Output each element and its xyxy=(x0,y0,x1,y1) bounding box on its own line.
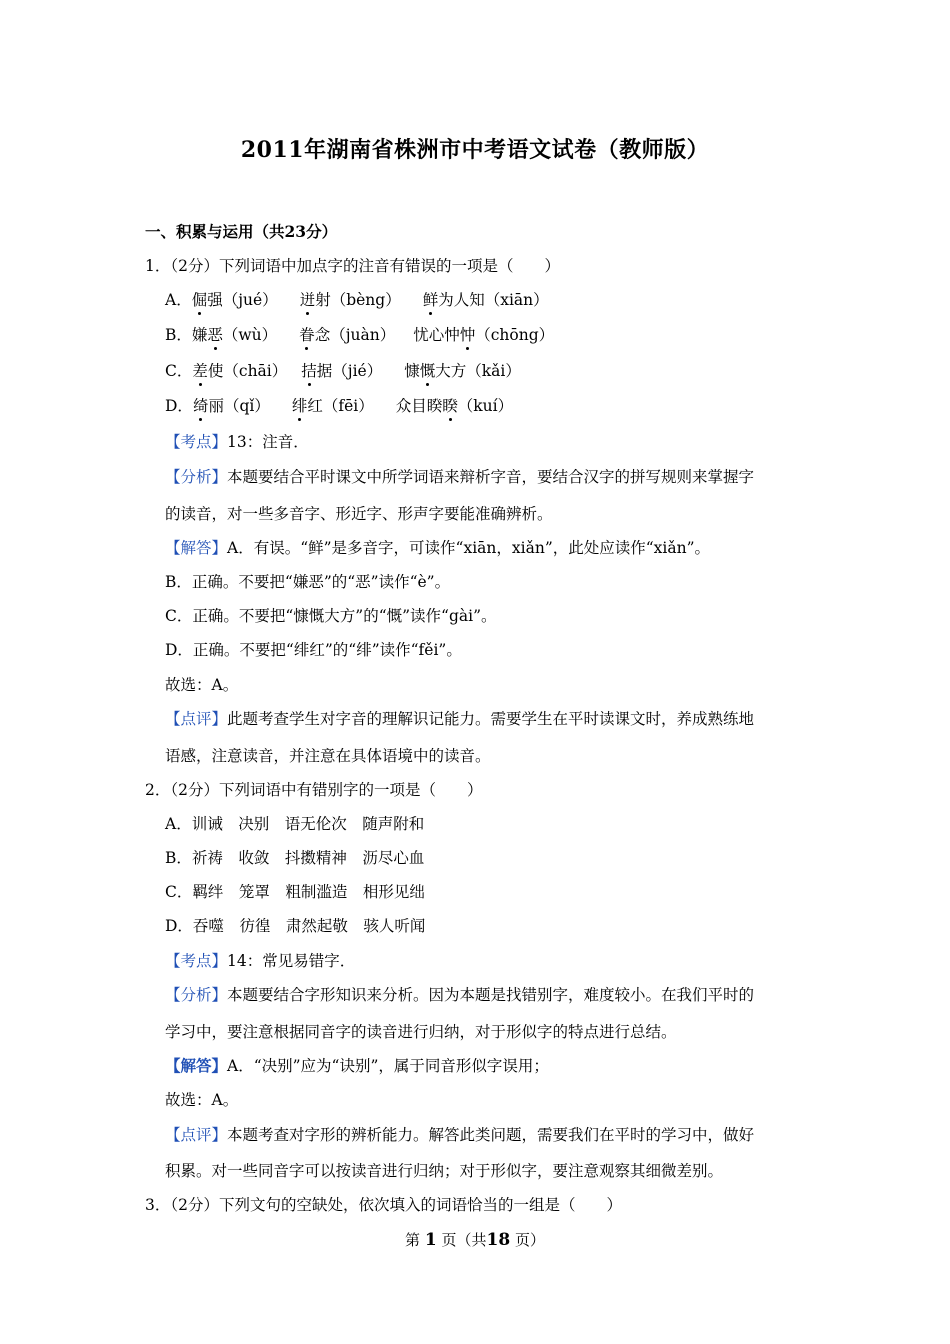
question-1-option-d: D．绮丽（qǐ） 绯红（fēi） 众目睽睽（kuí） xyxy=(165,397,514,415)
page-title: 2011年湖南省株洲市中考语文试卷（教师版） xyxy=(240,137,710,163)
page-footer: 第 1 页（共18 页） xyxy=(405,1230,545,1250)
question-1-jieda-b: B．正确。不要把“嫌恶”的“恶”读作“è”。 xyxy=(165,573,451,591)
question-2-dianping: 【点评】本题考查对字形的辨析能力。解答此类问题，需要我们在平时的学习中，做好 xyxy=(165,1126,755,1144)
question-2-answer: 故选：A。 xyxy=(165,1091,239,1109)
question-1-dianping-cont: 语感，注意读音，并注意在具体语境中的读音。 xyxy=(165,747,491,765)
question-1-dianping: 【点评】此题考查学生对字音的理解识记能力。需要学生在平时读课文时，养成熟练地 xyxy=(165,710,755,728)
page-total: 18 xyxy=(486,1230,511,1250)
question-1-answer: 故选：A。 xyxy=(165,676,239,694)
question-1-option-b: B．嫌恶（wù） 眷念（juàn） 忧心忡忡（chōng） xyxy=(165,326,555,344)
question-2-jieda: 【解答】A．“决别”应为“诀别”，属于同音形似字误用； xyxy=(165,1056,549,1075)
question-2-fenxi: 【分析】本题要结合字形知识来分析。因为本题是找错别字，难度较小。在我们平时的 xyxy=(165,986,755,1004)
page-number: 1 xyxy=(424,1230,437,1250)
question-1-fenxi: 【分析】本题要结合平时课文中所学词语来辩析字音，要结合汉字的拼写规则来掌握字 xyxy=(165,468,755,486)
question-2-option-b: B．祈祷 收敛 抖擞精神 沥尽心血 xyxy=(165,849,425,867)
question-2-option-a: A．训诫 决别 语无伦次 随声附和 xyxy=(165,815,425,833)
question-2-kaodian: 【考点】14：常见易错字． xyxy=(165,952,356,970)
question-2-option-d: D．吞噬 彷徨 肃然起敬 骇人听闻 xyxy=(165,917,426,935)
question-1-stem: 1．（2分）下列词语中加点字的注音有错误的一项是（ ） xyxy=(145,257,560,275)
question-2-dianping-cont: 积累。对一些同音字可以按读音进行归纳；对于形似字，要注意观察其细微差别。 xyxy=(165,1162,724,1180)
question-2-stem: 2．（2分）下列词语中有错别字的一项是（ ） xyxy=(145,781,483,799)
question-1-fenxi-cont: 的读音，对一些多音字、形近字、形声字要能准确辨析。 xyxy=(165,505,553,523)
section-heading: 一、积累与运用（共23分） xyxy=(145,222,338,241)
question-1-option-c: C．差使（chāi） 拮据（jié） 慷慨大方（kǎi） xyxy=(165,362,521,380)
question-3-stem: 3．（2分）下列文句的空缺处，依次填入的词语恰当的一组是（ ） xyxy=(145,1196,622,1214)
question-1-jieda-d: D．正确。不要把“绯红”的“绯”读作“fěi”。 xyxy=(165,641,462,659)
question-1-jieda-c: C．正确。不要把“慷慨大方”的“慨”读作“gài”。 xyxy=(165,607,497,625)
question-1-option-a: A．倔强（jué） 迸射（bèng） 鲜为人知（xiān） xyxy=(165,291,549,309)
question-1-jieda: 【解答】A．有误。“鲜”是多音字，可读作“xiān，xiǎn”，此处应读作“xiǎn”。 xyxy=(165,539,711,557)
question-2-fenxi-cont: 学习中，要注意根据同音字的读音进行归纳，对于形似字的特点进行总结。 xyxy=(165,1023,677,1041)
question-1-kaodian: 【考点】13：注音． xyxy=(165,433,309,451)
question-2-option-c: C．羁绊 笼罩 粗制滥造 相形见绌 xyxy=(165,883,425,901)
